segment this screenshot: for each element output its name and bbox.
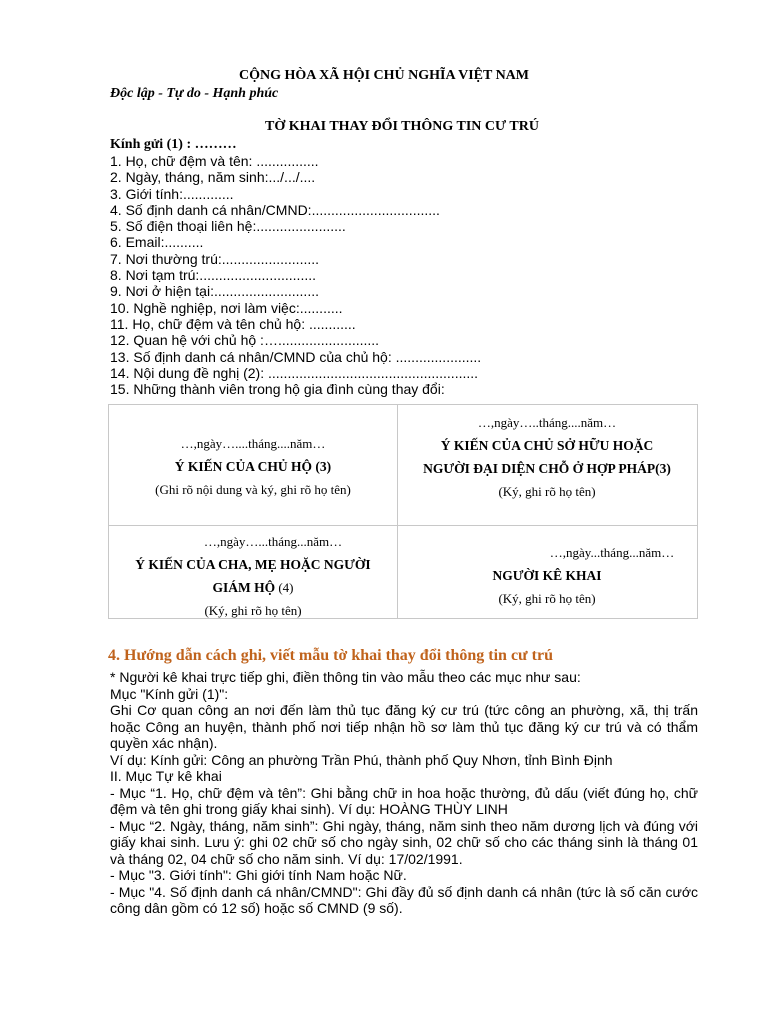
form-fields bbox=[110, 153, 710, 397]
cell-heading-line2-rest: (4) bbox=[275, 580, 294, 595]
guide-item-recipient-desc: Ghi Cơ quan công an nơi đến làm thủ tục đăng ký cư trú (tức công an phường, xã, thị trấn hoặc Công an huyện, thành phố nơi tiếp nhận hồ sơ làm thủ tục đăng ký cư trú và có thẩm quyền xác nhận). bbox=[110, 702, 698, 751]
field-id-number: 4. Số định danh cá nhân/CMND:................................. bbox=[110, 201, 440, 218]
form-title: TỜ KHAI THAY ĐỔI THÔNG TIN CƯ TRÚ bbox=[265, 119, 539, 134]
field-email: 6. Email:.......... bbox=[110, 234, 204, 251]
guide-heading: 4. Hướng dẫn cách ghi, viết mẫu tờ khai thay đổi thông tin cư trú bbox=[108, 647, 553, 664]
date-line: …,ngày...tháng...năm… bbox=[549, 545, 675, 560]
guide-item-name: - Mục “1. Họ, chữ đệm và tên”: Ghi bằng chữ in hoa hoặc thường, đủ dấu (viết đúng họ, chữ đệm và tên ghi trong giấy khai sinh). Ví dụ: HOÀNG THÙY LINH bbox=[110, 784, 698, 817]
cell-note: (Ký, ghi rõ họ tên) bbox=[204, 603, 302, 618]
cell-note: (Ký, ghi rõ họ tên) bbox=[498, 591, 596, 606]
field-permanent-residence: 7. Nơi thường trú:......................... bbox=[110, 250, 320, 267]
cell-note: (Ghi rõ nội dung và ký, ghi rõ họ tên) bbox=[155, 482, 351, 497]
guide-example: Ví dụ: Kính gửi: Công an phường Trần Phú, thành phố Quy Nhơn, tỉnh Bình Định bbox=[110, 751, 613, 768]
field-household-members: 15. Những thành viên trong hộ gia đình cùng thay đổi: bbox=[110, 381, 445, 398]
cell-head-of-household bbox=[109, 432, 397, 501]
national-title: CỘNG HÒA XÃ HỘI CHỦ NGHĨA VIỆT NAM bbox=[238, 68, 529, 83]
cell-heading-line2-bold: GIÁM HỘ bbox=[212, 580, 276, 595]
date-line: …,ngày…..tháng....năm… bbox=[477, 415, 617, 430]
guide-item-recipient-title: Mục "Kính gửi (1)": bbox=[110, 685, 229, 702]
field-gender: 3. Giới tính:............. bbox=[110, 185, 234, 202]
cell-heading-line1: Ý KIẾN CỦA CHA, MẸ HOẶC NGƯỜI bbox=[135, 557, 371, 572]
cell-heading: NGƯỜI KÊ KHAI bbox=[492, 568, 602, 583]
field-phone: 5. Số điện thoại liên hệ:....................... bbox=[110, 218, 346, 235]
field-temporary-residence: 8. Nơi tạm trú:.............................. bbox=[110, 267, 317, 284]
motto: Độc lập - Tự do - Hạnh phúc bbox=[110, 86, 279, 101]
guide-body bbox=[110, 669, 698, 917]
cell-heading-line1: Ý KIẾN CỦA CHỦ SỞ HỮU HOẶC bbox=[440, 438, 654, 453]
guide-item-dob: - Mục “2. Ngày, tháng, năm sinh”: Ghi ngày, tháng, năm sinh theo năm dương lịch và đúng với giấy khai sinh. Lưu ý: ghi 02 chữ số cho ngày sinh, 02 chữ số cho các tháng sinh là tháng 01 và tháng 02, 04 chữ số cho năm sinh. Ví dụ: 17/02/1991. bbox=[110, 817, 698, 867]
field-relationship: 12. Quan hệ với chủ hộ :….......................... bbox=[110, 332, 380, 349]
field-occupation: 10. Nghề nghiệp, nơi làm việc:........... bbox=[110, 299, 343, 316]
cell-owner bbox=[397, 411, 697, 503]
date-line: …,ngày…...tháng...năm… bbox=[203, 534, 343, 549]
guide-item-id: - Mục "4. Số định danh cá nhân/CMND": Ghi đầy đủ số định danh cá nhân (tức là số căn cước công dân gồm có 12 số) hoặc số CMND (9 số). bbox=[110, 883, 698, 916]
signature-table bbox=[108, 404, 698, 619]
date-line: …,ngày…....tháng....năm… bbox=[180, 436, 326, 451]
field-date-of-birth: 2. Ngày, tháng, năm sinh:.../.../.... bbox=[110, 169, 316, 186]
recipient-line: Kính gửi (1) : ……… bbox=[110, 137, 237, 152]
field-household-head-name: 11. Họ, chữ đệm và tên chủ hộ: ............ bbox=[110, 315, 356, 332]
table-divider-horizontal bbox=[109, 525, 697, 526]
field-current-residence: 9. Nơi ở hiện tại:........................... bbox=[110, 283, 319, 300]
cell-heading: Ý KIẾN CỦA CHỦ HỘ (3) bbox=[174, 459, 332, 474]
field-full-name: 1. Họ, chữ đệm và tên: ................ bbox=[110, 153, 319, 169]
cell-note: (Ký, ghi rõ họ tên) bbox=[498, 484, 596, 499]
cell-guardian bbox=[109, 530, 397, 622]
cell-heading-line2 bbox=[109, 576, 397, 599]
field-request-content: 14. Nội dung đề nghị (2): ...................................................... bbox=[110, 364, 479, 381]
field-household-head-id: 13. Số định danh cá nhân/CMND của chủ hộ: ...................... bbox=[110, 348, 482, 365]
guide-intro: * Người kê khai trực tiếp ghi, điền thông tin vào mẫu theo các mục như sau: bbox=[110, 669, 581, 685]
guide-section-title: II. Mục Tự kê khai bbox=[110, 768, 222, 784]
guide-item-gender: - Mục "3. Giới tính": Ghi giới tính Nam hoặc Nữ. bbox=[110, 867, 407, 883]
cell-declarant bbox=[397, 541, 697, 610]
cell-heading-line2: NGƯỜI ĐẠI DIỆN CHỖ Ở HỢP PHÁP(3) bbox=[423, 461, 671, 476]
